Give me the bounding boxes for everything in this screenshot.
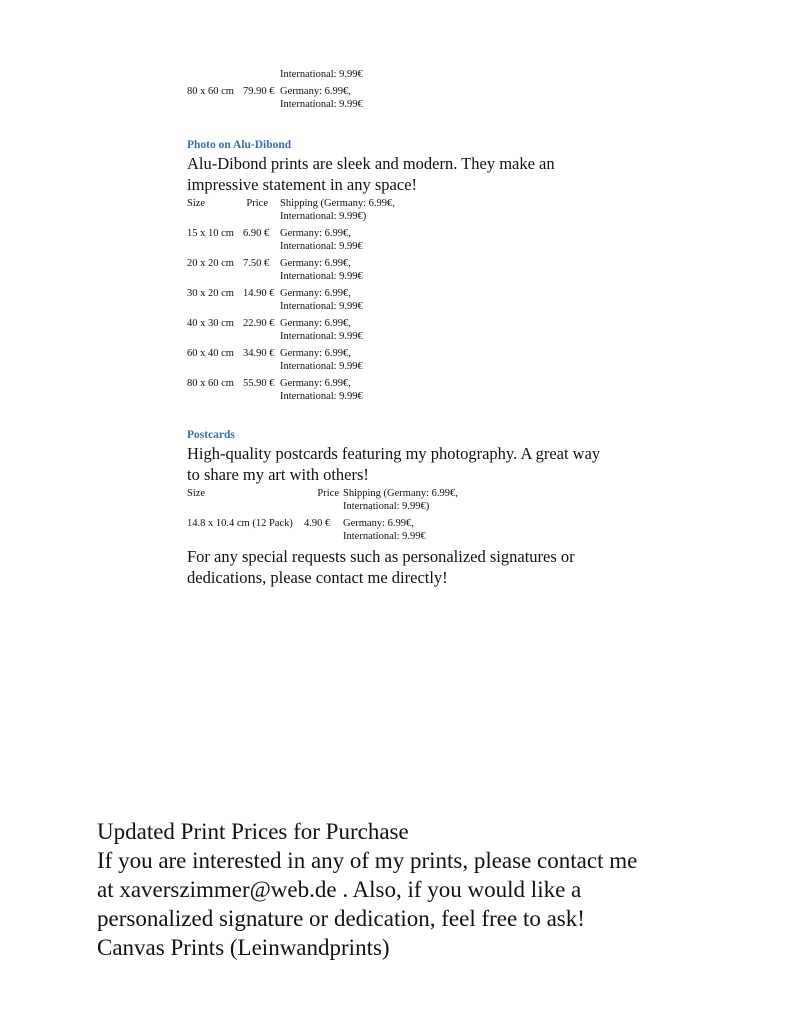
shipping-international: International: 9.99€ [280, 241, 363, 252]
shipping-germany: Germany: 6.99€, [280, 228, 351, 239]
shipping-international: International: 9.99€ [280, 99, 363, 110]
shipping-international: International: 9.99€ [280, 271, 363, 282]
shipping-cell [280, 283, 395, 313]
special-requests-note: For any special requests such as personalized signatures or dedications, please contact me directly! [187, 547, 575, 587]
footer-line-4: Canvas Prints (Leinwandprints) [97, 935, 390, 960]
shipping-germany: Germany: 6.99€, [280, 258, 351, 269]
shipping-header [280, 197, 395, 223]
postcards-heading: Postcards [187, 429, 235, 441]
price-cell: 55.90 € [243, 378, 275, 389]
size-header: Size [187, 488, 206, 499]
table-row [187, 85, 363, 111]
shipping-international: International: 9.99€ [343, 531, 426, 542]
shipping-header-germany: Shipping (Germany: 6.99€, [343, 488, 458, 499]
shipping-header [341, 487, 458, 513]
shipping-germany: Germany: 6.99€, [280, 318, 351, 329]
price-header-label: Price [246, 198, 268, 209]
price-header [304, 487, 341, 513]
table-row [187, 373, 395, 403]
shipping-cell [280, 343, 395, 373]
size-cell: 60 x 40 cm [187, 348, 234, 359]
shipping-germany: Germany: 6.99€, [280, 288, 351, 299]
shipping-international: International: 9.99€ [280, 331, 363, 342]
table-row [187, 513, 458, 543]
price-cell: 4.90 € [304, 518, 331, 529]
shipping-germany: Germany: 6.99€, [280, 378, 351, 389]
size-cell: 14.8 x 10.4 cm (12 Pack) [187, 518, 293, 529]
top-intl-line: International: 9.99€ [280, 69, 363, 80]
table-row [187, 223, 395, 253]
alu-dibond-section [187, 138, 627, 403]
table-row [187, 283, 395, 313]
footer-line-2: at xaverszimmer@web.de . Also, if you would like a [97, 877, 582, 902]
footer-title: Updated Print Prices for Purchase [97, 819, 409, 844]
price-cell: 7.50 € [243, 258, 270, 269]
shipping-cell [341, 513, 458, 543]
shipping-international: International: 9.99€ [280, 361, 363, 372]
shipping-international: International: 9.99€ [280, 391, 363, 402]
price-cell: 34.90 € [243, 348, 275, 359]
shipping-cell [280, 223, 395, 253]
shipping-germany: Germany: 6.99€, [280, 86, 351, 97]
postcards-description: High-quality postcards featuring my photography. A great way to share my art with others! [187, 444, 601, 484]
table-row [187, 343, 395, 373]
footer-section [97, 817, 787, 962]
size-cell: 30 x 20 cm [187, 288, 234, 299]
shipping-germany: Germany: 6.99€, [280, 348, 351, 359]
shipping-header-international: International: 9.99€) [343, 501, 430, 512]
alu-price-table [187, 197, 395, 403]
table-header-row [187, 487, 458, 513]
postcards-section [187, 428, 627, 588]
price-cell: 14.90 € [243, 288, 275, 299]
footer-line-1: If you are interested in any of my prints, please contact me [97, 848, 638, 873]
postcards-price-table [187, 487, 458, 543]
size-cell: 15 x 10 cm [187, 228, 234, 239]
shipping-cell [280, 85, 363, 111]
alu-description: Alu-Dibond prints are sleek and modern. They make an impressive statement in any space! [187, 154, 555, 194]
top-fragment-table [187, 85, 363, 111]
price-header-label: Price [317, 488, 339, 499]
footer-line-3: personalized signature or dedication, feel free to ask! [97, 906, 585, 931]
shipping-header-international: International: 9.99€) [280, 211, 367, 222]
table-row [187, 313, 395, 343]
shipping-germany: Germany: 6.99€, [343, 518, 414, 529]
shipping-cell [280, 373, 395, 403]
top-fragment [187, 68, 607, 111]
alu-heading: Photo on Alu-Dibond [187, 139, 292, 151]
size-cell: 80 x 60 cm [187, 378, 234, 389]
shipping-international: International: 9.99€ [280, 301, 363, 312]
price-cell: 6.90 € [243, 228, 270, 239]
price-header [243, 197, 280, 223]
size-cell: 40 x 30 cm [187, 318, 234, 329]
size-cell: 20 x 20 cm [187, 258, 234, 269]
price-cell: 22.90 € [243, 318, 275, 329]
shipping-cell [280, 313, 395, 343]
table-header-row [187, 197, 395, 223]
size-header: Size [187, 198, 206, 209]
size-cell: 80 x 60 cm [187, 86, 234, 97]
shipping-header-germany: Shipping (Germany: 6.99€, [280, 198, 395, 209]
table-row [187, 253, 395, 283]
price-cell: 79.90 € [243, 86, 275, 97]
shipping-cell [280, 253, 395, 283]
